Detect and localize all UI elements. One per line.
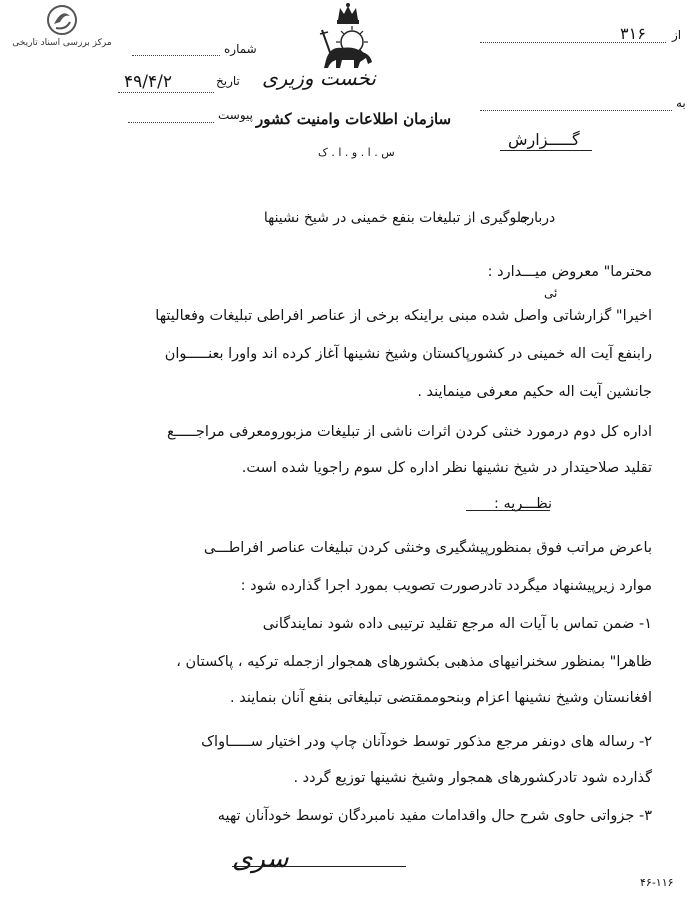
item1-line1: ۱- ضمن تماس با آیات اله مرجع تقلید ترتیبی داده شود نمایندگانی [262,616,652,632]
letterhead-abbreviation: س . ا . و . ا . ک [318,146,395,159]
date-dotted-line [118,92,214,93]
archive-logo [6,4,118,54]
paragraph1-line3: جانشین آیت اله حکیم معرفی مینمایند . [417,384,652,400]
to-label: به [676,96,686,110]
paragraph3-line1: باعرض مراتب فوق بمنظورپیشگیری وخنثی کردن تبلیغات عناصر افراطـــی [203,540,652,556]
letterhead-organization: سازمان اطلاعات وامنیت کشور [256,110,452,128]
salutation: محترما" معروض میـــدارد : [487,264,652,280]
archive-logo-icon [46,4,78,36]
number-label: شماره [224,42,257,56]
item1-line2: ظاهرا" بمنظور سخنرانیهای مذهبی بکشورهای همجوار ازجمله ترکیه ، پاکستان ، [176,654,652,670]
classification-underline [232,866,406,867]
to-dotted-line [480,110,672,111]
paragraph3-line2: موارد زیرپیشنهاد میگردد تادرصورت تصویب بمورد اجرا گذارده شود : [240,578,652,594]
attachment-dotted-line [128,122,214,123]
classification-mark: سری [232,844,289,874]
item2-line1: ۲- رساله های دونفر مرجع مذکور توسط خودآنان چاپ ودر اختیار ســـــاواک [201,734,652,750]
subject-text: جلوگیری از تبلیغات بنفع خمینی در شیخ نشینها [263,210,530,226]
paragraph1-line1: اخیرا" گزارشاتی واصل شده مبنی براینکه برخی از عناصر افراطی تبلیغات وفعالیتها [155,308,652,324]
paragraph2-line2: تقلید صلاحیتدار در شیخ نشینها نظر اداره کل سوم راجویا شده است. [241,460,652,476]
date-value: ۴۹/۴/۲ [124,72,172,92]
insert-mark: ئی [544,286,558,300]
number-dotted-line [132,55,220,56]
from-label: از [672,28,682,42]
paragraph2-line1: اداره کل دوم درمورد خنثی کردن اثرات ناشی از تبلیغات مزبورومعرفی مراجـــــع [166,424,652,440]
report-underline [500,150,592,151]
paragraph1-line2: رابنفع آیت اله خمینی در کشورپاکستان وشیخ نشینها آغاز کرده اند واورا بعنـــــوان [164,346,652,362]
date-label: تاریخ [216,74,240,88]
archive-logo-text: مرکز بررسی اسناد تاریخی [12,38,112,48]
subject-label: درباره [520,210,556,226]
from-value: ۳۱۶ [620,24,646,43]
letterhead-prime-ministry: نخست وزیری [262,66,376,90]
item3-line1: ۳- جزواتی حاوی شرح حال واقدامات مفید نامبردگان توسط خودآنان تهیه [217,808,652,824]
opinion-title: نظـــریه : [494,496,552,512]
opinion-title-underline [466,510,550,511]
item2-line2: گذارده شود تادرکشورهای همجوار وشیخ نشینها توزیع گردد . [293,770,652,786]
from-dotted-line [480,42,666,43]
report-label: گـــــزارش [508,130,580,149]
page-reference: ۴۶-۱۱۶ [640,876,674,889]
item1-line3: افغانستان وشیخ نشینها اعزام وبنحوممقتضی تبلیغاتی بنفع آنان بنمایند . [229,690,652,706]
attachment-label: پیوست [218,108,253,122]
lion-and-sun-emblem-icon [312,2,384,72]
